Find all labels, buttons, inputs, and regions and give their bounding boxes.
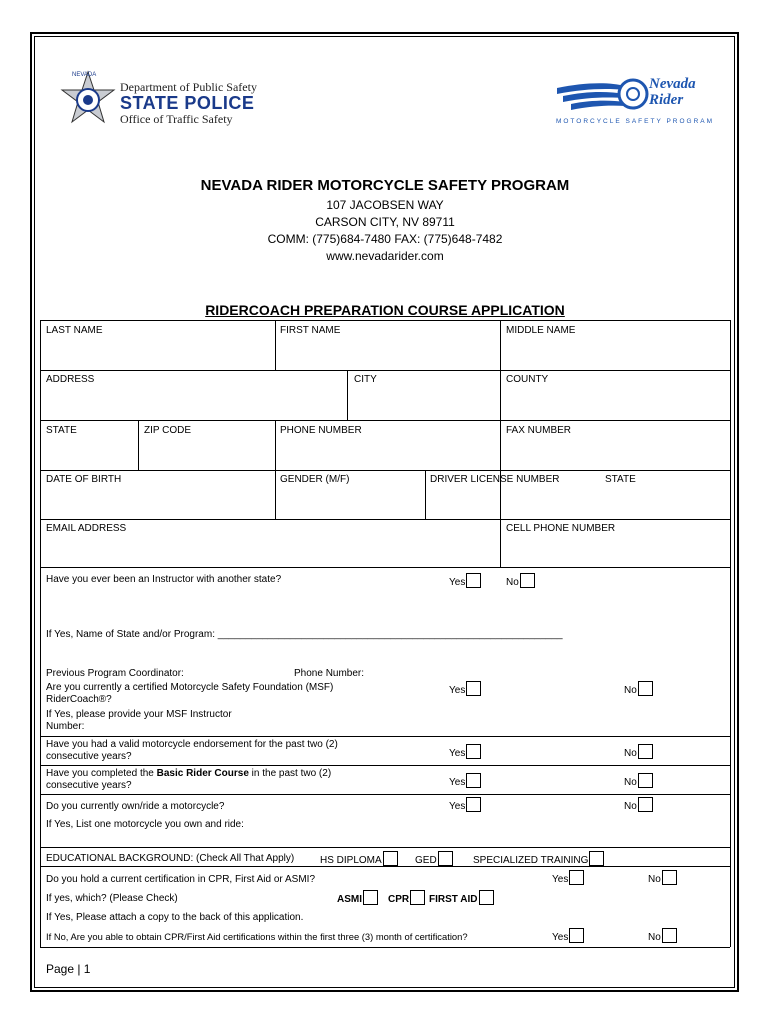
- first-aid-label: FIRST AID: [429, 894, 478, 905]
- grid-line: [40, 320, 730, 321]
- msf-number-label: If Yes, please provide your MSF Instructor Number:: [46, 709, 232, 732]
- hs-diploma-option[interactable]: [320, 851, 398, 867]
- no-checkbox[interactable]: [520, 573, 535, 588]
- instructor-yes[interactable]: [449, 573, 481, 589]
- grid-line: [40, 947, 730, 948]
- county-label: COUNTY: [506, 374, 549, 385]
- brc-text-bold: Basic Rider Course: [156, 768, 249, 779]
- yes-checkbox[interactable]: [466, 773, 481, 788]
- gender-field[interactable]: [277, 487, 423, 517]
- header-web: www.nevadarider.com: [326, 249, 444, 263]
- cpr-yes[interactable]: [552, 870, 584, 886]
- msf-no[interactable]: [624, 681, 653, 697]
- grid-line: [40, 420, 730, 421]
- endorsement-yes[interactable]: [449, 744, 481, 760]
- logo-left-line2: STATE POLICE: [120, 93, 255, 113]
- no-label: No: [648, 874, 661, 885]
- logo-right-brand: Nevada Rider: [649, 76, 696, 108]
- ged-label: GED: [415, 855, 437, 866]
- page-number: Page | 1: [46, 962, 91, 976]
- no-label: No: [506, 577, 519, 588]
- yes-label: Yes: [552, 874, 569, 885]
- yes-label: Yes: [449, 801, 466, 812]
- coordinator-label: Previous Program Coordinator:: [46, 668, 184, 679]
- own-no[interactable]: [624, 797, 653, 813]
- city-field[interactable]: [349, 387, 498, 418]
- education-label: EDUCATIONAL BACKGROUND: (Check All That Apply): [46, 853, 295, 864]
- grid-line: [40, 470, 730, 471]
- instructor-state-line: If Yes, Name of State and/or Program: ______________________________________________________________: [46, 629, 563, 640]
- hs-label: HS DIPLOMA: [320, 855, 382, 866]
- no-checkbox[interactable]: [638, 744, 653, 759]
- cpr-checkbox[interactable]: [410, 890, 425, 905]
- dl-number-field[interactable]: [427, 487, 728, 517]
- grid-line: [275, 320, 276, 370]
- dob-field[interactable]: [42, 487, 273, 517]
- grid-line: [730, 320, 731, 947]
- brc-text-post: in the past two (2) consecutive years?: [46, 768, 332, 791]
- cpr-opt-label: CPR: [388, 894, 410, 905]
- dl-number-label: DRIVER LICENSE NUMBER: [430, 474, 560, 485]
- phone-field[interactable]: [277, 438, 498, 468]
- asmi-label: ASMI: [337, 894, 362, 905]
- zip-label: ZIP CODE: [144, 425, 192, 436]
- hs-checkbox[interactable]: [383, 851, 398, 866]
- coordinator-phone-label: Phone Number:: [294, 668, 365, 679]
- msf-question: Are you currently a certified Motorcycle Safety Foundation (MSF) RiderCoach®?: [46, 682, 334, 705]
- logo-left-line1: Department of Public Safety: [120, 80, 257, 94]
- own-yes[interactable]: [449, 797, 481, 813]
- state-label: STATE: [46, 425, 77, 436]
- first-aid-checkbox[interactable]: [479, 890, 494, 905]
- dob-label: DATE OF BIRTH: [46, 474, 122, 485]
- asmi-checkbox[interactable]: [363, 890, 378, 905]
- city-label: CITY: [354, 374, 377, 385]
- address-label: ADDRESS: [46, 374, 95, 385]
- last-name-label: LAST NAME: [46, 325, 103, 336]
- instructor-no[interactable]: [506, 573, 535, 589]
- no-checkbox[interactable]: [662, 870, 677, 885]
- yes-label: Yes: [449, 577, 466, 588]
- cell-field[interactable]: [502, 536, 728, 565]
- header-city: CARSON CITY, NV 89711: [315, 215, 455, 229]
- own-list-label: If Yes, List one motorcycle you own and ride:: [46, 819, 244, 830]
- endorsement-question: Have you had a valid motorcycle endorsement for the past two (2) consecutive years?: [46, 739, 338, 762]
- grid-line: [40, 794, 730, 795]
- dl-state-label: STATE: [605, 474, 636, 485]
- yes-checkbox[interactable]: [466, 573, 481, 588]
- cpr-no[interactable]: [648, 870, 677, 886]
- email-label: EMAIL ADDRESS: [46, 523, 127, 534]
- ged-checkbox[interactable]: [438, 851, 453, 866]
- middle-name-label: MIDDLE NAME: [506, 325, 576, 336]
- grid-line: [40, 519, 730, 520]
- ged-option[interactable]: [415, 851, 453, 867]
- obtain-no[interactable]: [648, 928, 677, 944]
- brc-no[interactable]: [624, 773, 653, 789]
- specialized-option[interactable]: [473, 851, 604, 867]
- no-label: No: [624, 801, 637, 812]
- yes-checkbox[interactable]: [466, 681, 481, 696]
- cpr-question: Do you hold a current certification in CPR, First Aid or ASMI?: [46, 874, 315, 885]
- no-label: No: [624, 685, 637, 696]
- no-label: No: [624, 777, 637, 788]
- email-field[interactable]: [42, 536, 498, 565]
- badge-text: NEVADA: [72, 72, 97, 78]
- nevada-rider-logo: [555, 72, 715, 130]
- state-police-logo: [58, 70, 278, 132]
- first-name-field[interactable]: [277, 338, 498, 368]
- no-checkbox[interactable]: [638, 773, 653, 788]
- no-checkbox[interactable]: [638, 681, 653, 696]
- grid-line: [347, 370, 348, 420]
- no-label: No: [624, 748, 637, 759]
- grid-line: [500, 320, 501, 567]
- obtain-yes[interactable]: [552, 928, 584, 944]
- yes-label: Yes: [449, 777, 466, 788]
- brc-yes[interactable]: [449, 773, 481, 789]
- first-aid-option[interactable]: [429, 890, 494, 906]
- special-label: SPECIALIZED TRAINING: [473, 855, 589, 866]
- grid-line: [40, 370, 730, 371]
- grid-line: [425, 470, 426, 519]
- instructor-question: Have you ever been an Instructor with another state?: [46, 574, 282, 585]
- header-title: NEVADA RIDER MOTORCYCLE SAFETY PROGRAM: [200, 177, 570, 194]
- which-label: If yes, which? (Please Check): [46, 893, 178, 904]
- fax-label: FAX NUMBER: [506, 425, 572, 436]
- gender-label: GENDER (M/F): [280, 474, 350, 485]
- obtain-question: If No, Are you able to obtain CPR/First Aid certifications within the first three (3) month of certification?: [46, 931, 468, 942]
- yes-checkbox[interactable]: [569, 870, 584, 885]
- county-field[interactable]: [502, 387, 728, 418]
- no-checkbox[interactable]: [638, 797, 653, 812]
- first-name-label: FIRST NAME: [280, 325, 341, 336]
- state-field[interactable]: [42, 438, 136, 468]
- cell-label: CELL PHONE NUMBER: [506, 523, 616, 534]
- special-checkbox[interactable]: [589, 851, 604, 866]
- grid-line: [40, 736, 730, 737]
- header-address: 107 JACOBSEN WAY: [326, 198, 444, 212]
- endorsement-no[interactable]: [624, 744, 653, 760]
- logo-right-sub: MOTORCYCLE SAFETY PROGRAM: [555, 118, 715, 125]
- form-title: RIDERCOACH PREPARATION COURSE APPLICATION: [205, 302, 565, 318]
- address-field[interactable]: [42, 387, 345, 418]
- grid-line: [40, 320, 41, 947]
- msf-yes[interactable]: [449, 681, 481, 697]
- cpr-option[interactable]: [388, 890, 425, 906]
- own-question: Do you currently own/ride a motorcycle?: [46, 801, 225, 812]
- attach-label: If Yes, Please attach a copy to the back of this application.: [46, 912, 304, 923]
- no-checkbox[interactable]: [662, 928, 677, 943]
- middle-name-field[interactable]: [502, 338, 728, 368]
- star-badge-icon: [58, 70, 118, 132]
- asmi-option[interactable]: [337, 890, 378, 906]
- grid-line: [138, 420, 139, 470]
- phone-label: PHONE NUMBER: [280, 425, 362, 436]
- brc-text-pre: Have you completed the: [46, 768, 157, 779]
- grid-line: [40, 567, 730, 568]
- yes-checkbox[interactable]: [466, 744, 481, 759]
- brc-question: [46, 768, 346, 792]
- yes-label: Yes: [552, 932, 569, 943]
- yes-checkbox[interactable]: [569, 928, 584, 943]
- no-label: No: [648, 932, 661, 943]
- zip-field[interactable]: [140, 438, 273, 468]
- fax-field[interactable]: [502, 438, 728, 468]
- yes-label: Yes: [449, 685, 466, 696]
- grid-line: [275, 420, 276, 519]
- grid-line: [40, 765, 730, 766]
- header-phone: COMM: (775)684-7480 FAX: (775)648-7482: [267, 232, 503, 246]
- yes-label: Yes: [449, 748, 466, 759]
- logo-left-line3: Office of Traffic Safety: [120, 112, 233, 126]
- grid-line: [40, 847, 730, 848]
- yes-checkbox[interactable]: [466, 797, 481, 812]
- last-name-field[interactable]: [42, 338, 273, 368]
